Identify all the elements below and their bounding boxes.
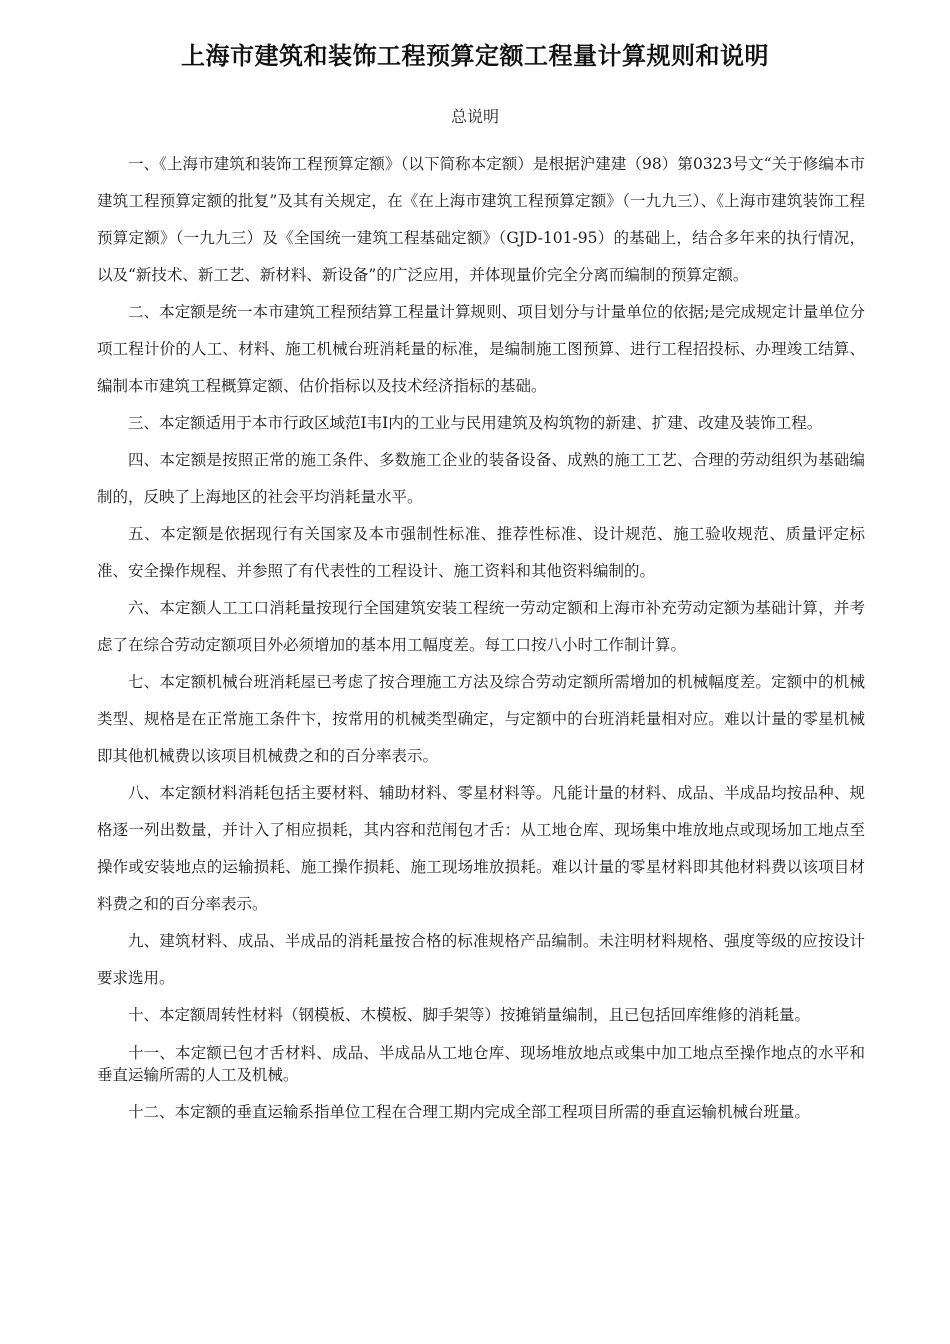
paragraph-3: 三、本定额适用于本市行政区域范I韦I内的工业与民用建筑及构筑物的新建、扩建、改建及装饰工程。 [128,414,823,432]
section-heading: 总说明 [450,107,499,126]
paragraph-9: 九、建筑材料、成品、半成品的消耗量按合格的标准规格产品编制。未注明材料规格、强度等级的应按设计要求选用。 [97,932,865,987]
paragraph-10: 十、本定额周转性材料（钢模板、木模板、脚手架等）按摊销量编制，且已包括回库维修的消耗量。 [128,1006,811,1024]
paragraph-2: 二、本定额是统一本市建筑工程预结算工程量计算规则、项目划分与计量单位的依据;是完成规定计量单位分项工程计价的人工、材料、施工机械台班消耗量的标准，是编制施工图预算、进行工程招投标、办理竣工结算、编制本市建筑工程概算定额、估价指标以及技术经济指标的基础。 [97,303,865,395]
paragraph-12: 十二、本定额的垂直运输系指单位工程在合理工期内完成全部工程项目所需的垂直运输机械台班量。 [128,1103,811,1121]
document-title: 上海市建筑和装饰工程预算定额工程量计算规则和说明 [181,42,769,70]
paragraph-1: 一、《上海市建筑和装饰工程预算定额》（以下简称本定额）是根据沪建建（98）第0323号文“关于修编本市建筑工程预算定额的批复”及其有关规定，在《在上海市建筑工程预算定额》（一九九三）、《上海市建筑装饰工程预算定额》（一九九三）及《全国统一建筑工程基础定额》（GJD-101-95）的基础上，结合多年来的执行情况，以及“新技术、新工艺、新材料、新设备”的广泛应用，并体现量价完全分离而编制的预算定额。 [97,155,865,284]
paragraph-7: 七、本定额机械台班消耗屋已考虑了按合理施工方法及综合劳动定额所需增加的机械幅度差。定额中的机械类型、规格是在正常施工条件卞，按常用的机械类型确定，与定额中的台班消耗量相对应。难以计量的零星机械即其他机械费以该项目机械费之和的百分率表示。 [97,673,865,765]
paragraph-4: 四、本定额是按照正常的施工条件、多数施工企业的装备设备、成熟的施工工艺、合理的劳动组织为基础编制的，反映了上海地区的社会平均消耗量水平。 [97,451,865,506]
paragraph-5: 五、本定额是依据现行有关国家及本市强制性标准、推荐性标准、设计规范、施工验收规范、质量评定标准、安全操作规程、并参照了有代表性的工程设计、施工资料和其他资料编制的。 [97,525,865,580]
paragraph-8: 八、本定额材料消耗包括主要材料、辅助材料、零星材料等。凡能计量的材料、成品、半成品均按品种、规格逐一列出数量，并计入了相应损耗，其内容和范闱包才舌：从工地仓库、现场集中堆放地点或现场加工地点至操作或安装地点的运输损耗、施工操作损耗、施工现场堆放损耗。难以计量的零星材料即其他材料费以该项目材料费之和的百分率表示。 [97,784,865,913]
paragraph-11: 十一、本定额已包才舌材料、成品、半成品从工地仓库、现场堆放地点或集中加工地点至操作地点的水平和垂直运输所需的人工及机械。 [97,1044,865,1084]
document-body [97,146,865,1131]
paragraph-6: 六、本定额人工工口消耗量按现行全国建筑安装工程统一劳动定额和上海市补充劳动定额为基础计算，并考虑了在综合劳动定额项目外必须增加的基本用工幅度差。每工口按八小时工作制计算。 [97,599,865,654]
